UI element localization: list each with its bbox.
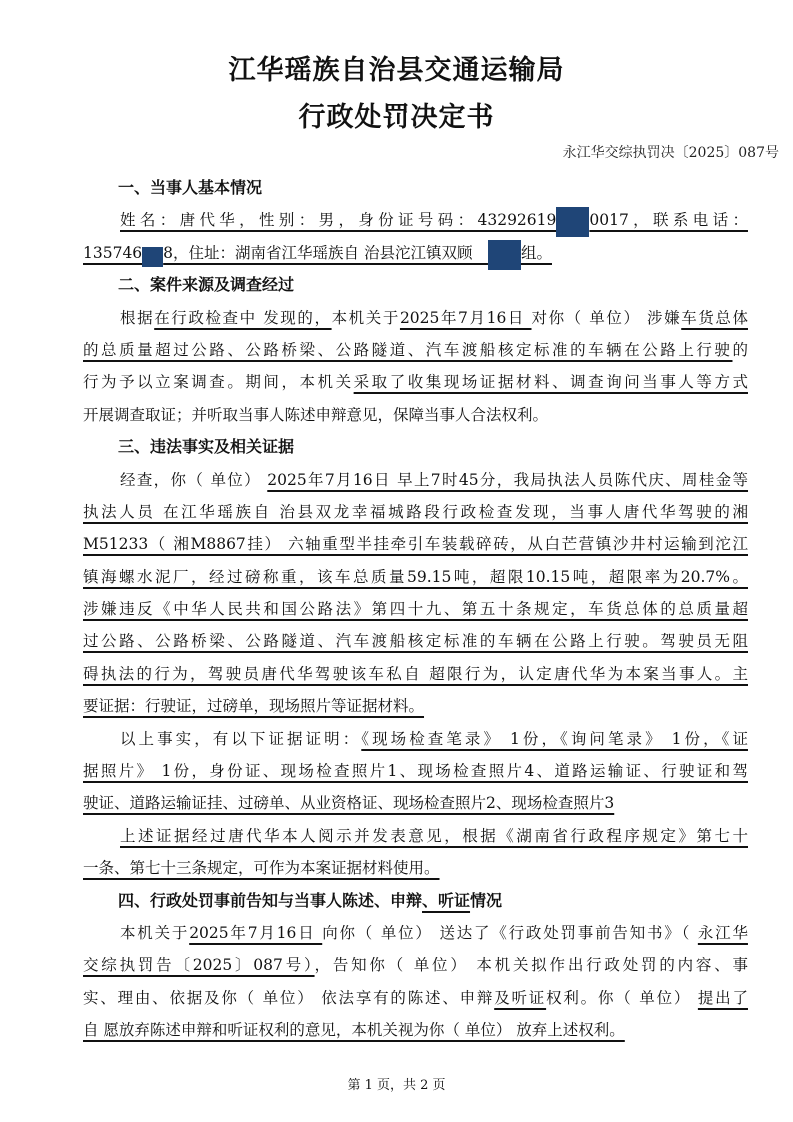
- underlined-text: 在行政检查中 发现的，: [154, 308, 332, 327]
- text-segment: 二、案件来源及调查经过: [118, 275, 295, 295]
- underlined-text: 车货总体: [681, 308, 748, 327]
- text-segment: 经查，你（ 单位）: [120, 470, 268, 489]
- text-segment: 实、理由、依据及你（ 单位） 依法享有的陈述、申辩: [83, 988, 495, 1007]
- underlined-text: 8，住址：湖南省江华瑶族自 治县沱江镇双顾: [163, 243, 488, 262]
- underlined-text: 2025年7月16日: [189, 923, 323, 942]
- underlined-text: 0017，联系电话：: [589, 211, 748, 230]
- text-line: [83, 820, 748, 852]
- underlined-text: 执法人员 在江华瑶族自 治县双龙幸福城路段行政检查发现，当事人唐代华驾驶的湘: [83, 502, 748, 521]
- text-line: [83, 852, 748, 884]
- underlined-text: 碍执法的行为，驾驶员唐代华驾驶该车私自 超限行为，认定唐代华为本案当事人。主: [83, 664, 748, 683]
- text-segment: 开展调查取证；并听取当事人陈述申辩意见，保障当事人合法权利。: [83, 405, 549, 424]
- underlined-text: 2025年7月16日 早上7时45分，我局执法人员陈代庆、周桂金等: [267, 470, 749, 489]
- text-line: [83, 464, 748, 496]
- text-segment: 情况: [470, 890, 503, 910]
- text-line: [83, 366, 748, 398]
- text-line: [83, 237, 748, 269]
- text-segment: 以上事实，有以下证据证明：: [120, 729, 362, 748]
- section-heading: [83, 885, 748, 917]
- underlined-text: 据照片》 1份，身份证、现场检查照片1、现场检查照片4、道路运输证、行驶证和驾: [83, 762, 748, 781]
- underlined-text: 镇海螺水泥厂，经过磅称重，该车总质量59.15吨，超限10.15吨，超限率为20.7%。: [83, 567, 748, 586]
- text-segment: 对你（ 单位） 涉嫌: [531, 308, 682, 327]
- underlined-text: 2025年7月16日: [399, 308, 532, 327]
- text-line: [83, 528, 748, 560]
- underlined-text: 组。: [520, 243, 552, 262]
- text-line: [83, 690, 748, 722]
- text-line: [83, 625, 748, 657]
- underlined-text: 提出了: [697, 988, 748, 1007]
- text-segment: 四、行政处罚事前告知与当事人陈述、申辩: [118, 890, 423, 910]
- redaction-box: [556, 207, 589, 237]
- section-heading: [83, 269, 748, 301]
- text-line: [83, 917, 748, 949]
- text-line: [83, 658, 748, 690]
- underlined-text: 及听证: [494, 988, 547, 1007]
- underlined-text: 姓名：唐代华，性别：男，身份证号码：43292619: [120, 211, 557, 230]
- text-segment: ，告知你（ 单位） 本机关拟作出行政处罚的内容、事: [314, 956, 748, 975]
- page-footer: 第 1 页，共 2 页: [347, 1078, 446, 1093]
- text-segment: 根据: [120, 308, 155, 327]
- text-line: [83, 755, 748, 787]
- underlined-text: 《现场检查笔录》 1份，《询问笔录》 1份，《证: [361, 729, 748, 748]
- text-line: [83, 496, 748, 528]
- text-line: [83, 723, 748, 755]
- text-segment: 向你（ 单位） 送达了《行政处罚事前告知书》（: [322, 923, 698, 942]
- underlined-text: M51233（ 湘M8867挂） 六轴重型半挂牵引车装载碎砖，从白芒营镇沙井村运输到沱江: [83, 535, 748, 554]
- underlined-text: 采取了收集现场证据材料、调查询问当事人等方式: [353, 373, 748, 392]
- text-segment: 本机关于: [331, 308, 400, 327]
- text-line: [83, 787, 748, 819]
- underlined-text: 永江华: [697, 923, 748, 942]
- section-heading: [83, 431, 748, 463]
- underlined-text: 涉嫌违反《中华人民共和国公路法》第四十九、第五十条规定，车货总体的总质量超: [83, 600, 748, 619]
- text-segment: 权利。你（ 单位）: [546, 988, 698, 1007]
- text-line: [83, 593, 748, 625]
- underlined-text: 的总质量超过公路、公路桥梁、公路隧道、汽车渡船核定标准的车辆在公路上行驶: [83, 340, 733, 359]
- text-segment: 三、违法事实及相关证据: [118, 437, 295, 457]
- text-line: [83, 949, 748, 981]
- text-line: [83, 982, 748, 1014]
- redaction-box: [142, 247, 163, 267]
- text-segment: 本机关于: [120, 923, 190, 942]
- text-line: [83, 302, 748, 334]
- text-line: [83, 1014, 748, 1046]
- redaction-box: [488, 240, 521, 270]
- text-line: [83, 334, 748, 366]
- underlined-text: 驶证、道路运输证挂、过磅单、从业资格证、现场检查照片2、现场检查照片3: [83, 794, 615, 813]
- text-line: [83, 204, 748, 236]
- underlined-text: 自 愿放弃陈述申辩和听证权利的意见，本机关视为你（ 单位） 放弃上述权利。: [83, 1021, 625, 1040]
- underlined-text: 要证据：行驶证，过磅单，现场照片等证据材料。: [83, 697, 425, 716]
- text-segment: 行为予以立案调查。期间，本机关: [83, 373, 354, 392]
- underlined-text: 一条、第七十三条规定，可作为本案证据材料使用。: [83, 859, 440, 878]
- underlined-text: 、听证: [422, 890, 471, 910]
- document-number: 永江华交综执罚决〔2025〕087号: [562, 145, 779, 161]
- text-line: [83, 561, 748, 593]
- agency-title: 江华瑶族自治县交通运输局: [228, 55, 565, 86]
- underlined-text: 交综执罚告〔2025〕087号）: [83, 956, 315, 975]
- section-heading: [83, 172, 748, 204]
- text-line: [83, 399, 748, 431]
- text-segment: 一、当事人基本情况: [118, 178, 263, 197]
- document-body: [83, 172, 748, 1047]
- underlined-text: 上述证据经过唐代华本人阅示并发表意见，根据《湖南省行政程序规定》第七十: [120, 826, 748, 845]
- text-segment: 的: [732, 340, 748, 359]
- document-title: 行政处罚决定书: [298, 102, 495, 133]
- underlined-text: 135746: [83, 243, 143, 262]
- underlined-text: 过公路、公路桥梁、公路隧道、汽车渡船核定标准的车辆在公路上行驶。驾驶员无阻: [83, 632, 748, 651]
